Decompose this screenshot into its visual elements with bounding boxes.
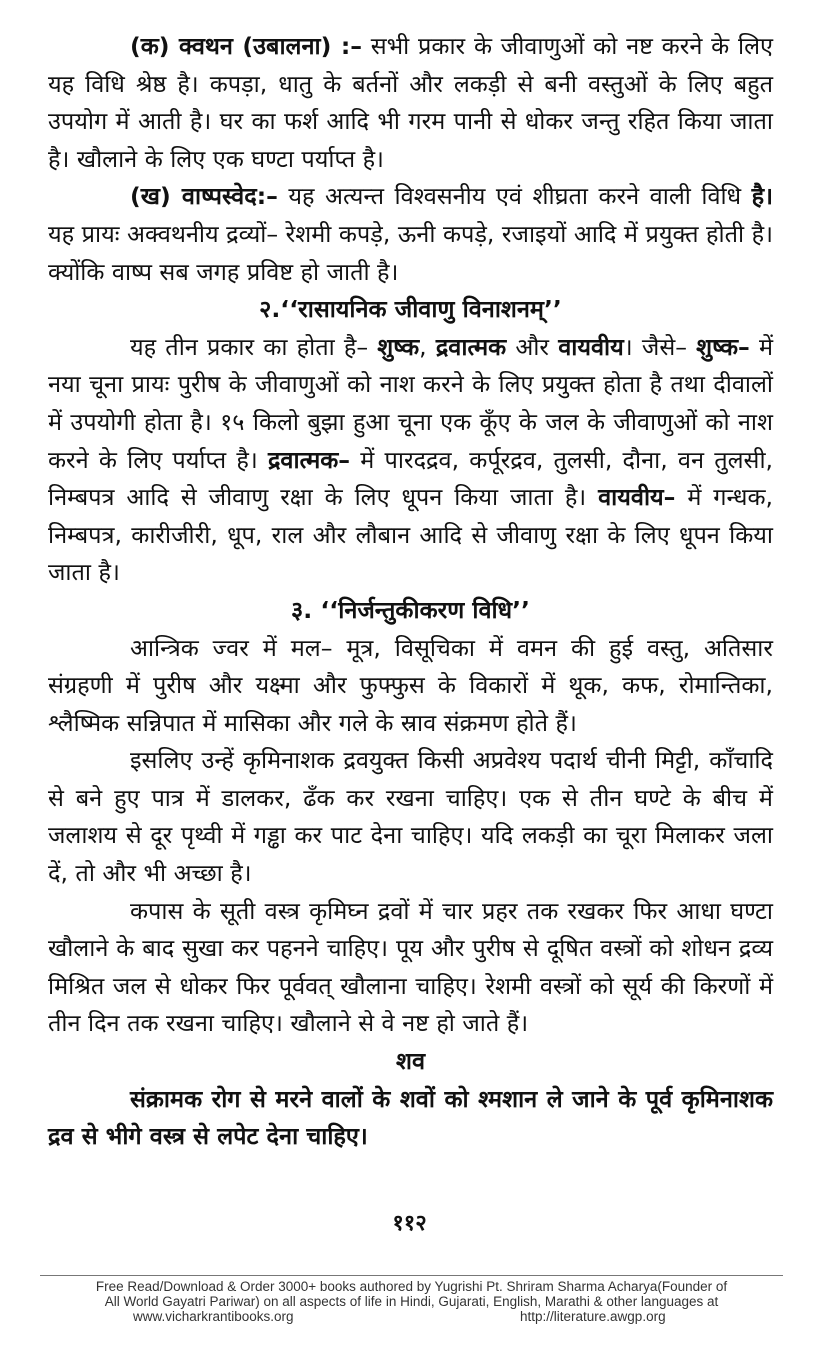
footer-line-1: Free Read/Download & Order 3000+ books authored by Yugrishi Pt. Shriram Sharma Acharya(Founder of	[95, 1279, 728, 1294]
section-vashpasved	[48, 178, 773, 291]
section-kwathan-text: सभी प्रकार के जीवाणुओं को नष्ट करने के लिए यह विधि श्रेष्ठ है। कपड़ा, धातु के बर्तनों और लकड़ी से बनी वस्तुओं के लिए बहुत उपयोग में आती है। घर का फर्श आदि भी गरम पानी से धोकर जन्तु रहित किया जाता है। खौलाने के लिए एक घण्टा पर्याप्त है।	[48, 32, 773, 173]
page-number: ११२	[392, 1211, 427, 1236]
page-body	[48, 28, 773, 1156]
heading-corpse: शव	[395, 1047, 426, 1076]
chemical-type-liquid: द्रवात्मक	[435, 332, 507, 361]
heading-chemical-disinfection: २.‘‘रासायनिक जीवाणु विनाशनम्’’	[259, 295, 562, 324]
paragraph-corpse: संक्रामक रोग से मरने वालों के शवों को श्मशान ले जाने के पूर्व कृमिनाशक द्रव से भीगे वस्त्र से लपेट देना चाहिए।	[48, 1084, 773, 1151]
chemical-paragraph	[48, 329, 773, 592]
paragraph-disposal: इसलिए उन्हें कृमिनाशक द्रवयुक्त किसी अप्रवेश्य पदार्थ चीनी मिट्टी, काँचादि से बने हुए पात्र में डालकर, ढँक कर रखना चाहिए। एक से तीन घण्टे के बीच में जलाशय से दूर पृथ्वी में गड्ढा कर पाट देना चाहिए। यदि लकड़ी का चूरा मिलाकर जला दें, तो और भी अच्छा है।	[48, 746, 773, 888]
footer-line-2: All World Gayatri Pariwar) on all aspects of life in Hindi, Gujarati, English, Marathi & other languages at	[104, 1294, 719, 1309]
chemical-type-gas: वायवीय	[558, 332, 624, 361]
heading-sterilization-method: ३. ‘‘निर्जन्तुकीकरण विधि’’	[291, 595, 530, 624]
section-vashpasved-text-2: यह प्रायः अक्वथनीय द्रव्यों– रेशमी कपड़े, ऊनी कपड़े, रजाइयों आदि में प्रयुक्त होती है। क्योंकि वाष्प सब जगह प्रविष्ट हो जाती है।	[48, 219, 773, 286]
section-vashpasved-bold: है।	[751, 182, 773, 211]
section-kwathan-label: (क) क्वथन (उबालना) :–	[130, 32, 362, 60]
footer-links	[40, 1309, 783, 1325]
section-vashpasved-label: (ख) वाष्पस्वेद:–	[130, 182, 278, 211]
section-kwathan	[48, 28, 773, 178]
section-vashpasved-text-1: यह अत्यन्त विश्वसनीय एवं शीघ्रता करने वाली विधि	[277, 182, 752, 211]
footer-divider	[40, 1275, 783, 1276]
dry-text: में नया चूना प्रायः पुरीष के जीवाणुओं को नाश करने के लिए प्रयुक्त होता है तथा दीवालों में उपयोगी होता है। १५ किलो बुझा हुआ चूना एक कूँए के जल के जीवाणुओं को नाश करने के लिए पर्याप्त है।	[48, 332, 773, 474]
chemical-intro: यह तीन प्रकार का होता है–	[130, 332, 378, 361]
chemical-type-dry: शुष्क	[377, 332, 420, 361]
chemical-sep-1: ,	[419, 332, 436, 361]
dry-label: शुष्क–	[696, 332, 750, 361]
chemical-after: । जैसे–	[623, 332, 697, 361]
gas-text: में गन्धक, निम्बपत्र, कारीजीरी, धूप, राल और लौबान आदि से जीवाणु रक्षा के लिए धूपन किया जाता है।	[48, 483, 773, 587]
liquid-text: में पारदद्रव, कर्पूरद्रव, तुलसी, दौना, वन तुलसी, निम्बपत्र आदि से जीवाणु रक्षा के लिए धूपन किया जाता है।	[48, 445, 774, 512]
gas-label: वायवीय–	[598, 483, 676, 512]
chemical-sep-2: और	[506, 332, 559, 361]
liquid-label: द्रवात्मक–	[267, 445, 351, 474]
paragraph-clothing: कपास के सूती वस्त्र कृमिघ्न द्रवों में चार प्रहर तक रखकर फिर आधा घण्टा खौलाने के बाद सुखा कर पहनने चाहिए। पूय और पुरीष से दूषित वस्त्रों को शोधन द्रव्य मिश्रित जल से धोकर फिर पूर्ववत् खौलाना चाहिए। रेशमी वस्त्रों को सूर्य की किरणों में तीन दिन तक रखना चाहिए। खौलाने से वे नष्ट हो जाते हैं।	[48, 896, 773, 1038]
footer-link-literature[interactable]: http://literature.awgp.org	[520, 1309, 666, 1324]
page-footer	[40, 1279, 783, 1325]
paragraph-infectious-discharges: आन्त्रिक ज्वर में मल– मूत्र, विसूचिका में वमन की हुई वस्तु, अतिसार संग्रहणी में पुरीष और यक्ष्मा और फुफ्फुस के विकारों में थूक, कफ, रोमान्तिका, श्लैष्मिक सन्निपात में मासिका और गले के स्राव संक्रमण होते हैं।	[48, 633, 773, 737]
footer-link-vicharkranti[interactable]: www.vicharkrantibooks.org	[133, 1309, 294, 1324]
